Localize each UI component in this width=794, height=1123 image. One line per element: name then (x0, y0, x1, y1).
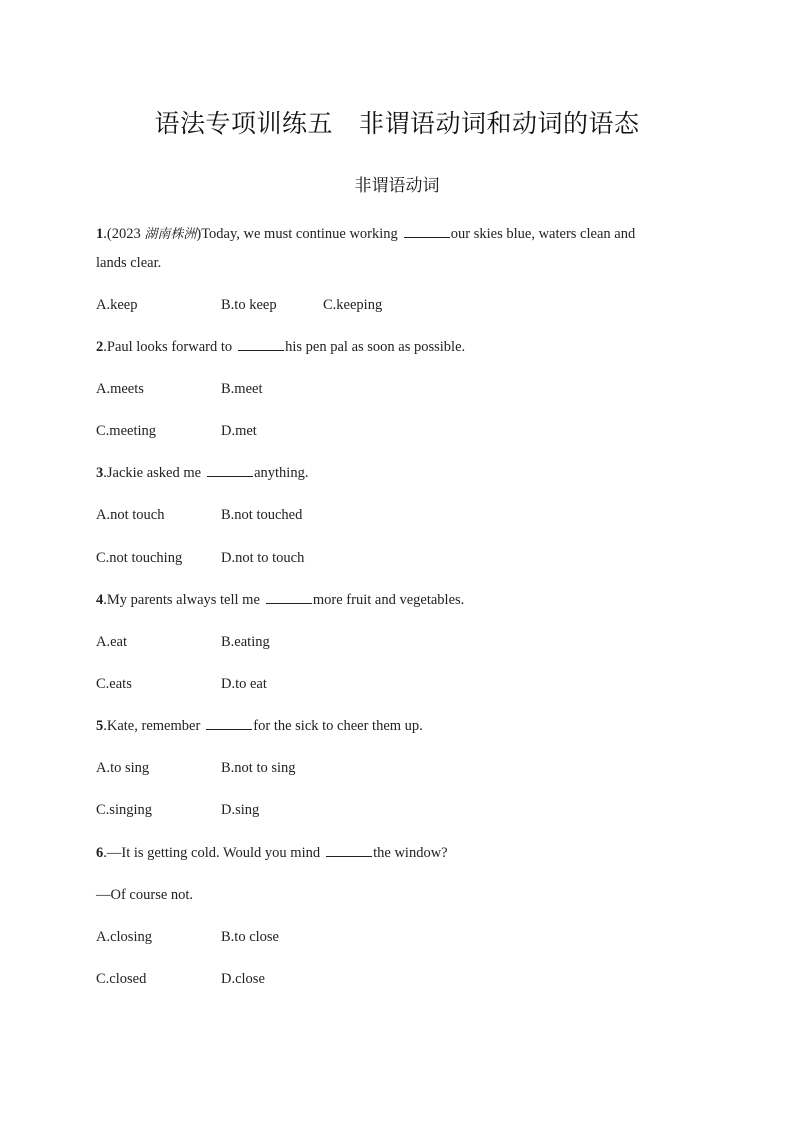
question-number: 4 (96, 592, 104, 608)
title-part-1: 语法专项训练五 (154, 109, 333, 138)
answer-blank (206, 718, 252, 730)
section-title: 非谓语动词 (354, 176, 440, 196)
question-2-stem: 2.Paul looks forward to his pen pal as soon as possible. (96, 339, 466, 355)
option-c: C.keeping (323, 297, 383, 313)
page-title (0, 104, 794, 140)
question-4-stem: 4.My parents always tell me more fruit and vegetables. (96, 592, 465, 608)
answer-blank (326, 845, 372, 857)
question-1-stem-cont: lands clear. (96, 255, 162, 271)
option-d: D.not to touch (221, 550, 305, 566)
option-a: A.eat (96, 634, 127, 650)
option-b: B.not to sing (221, 760, 296, 776)
question-number: 1 (96, 226, 104, 242)
title-part-2: 非谓语动词和动词的语态 (359, 109, 640, 138)
question-5-stem: 5.Kate, remember for the sick to cheer them up. (96, 718, 423, 734)
option-d: D.close (221, 971, 265, 987)
option-a: A.to sing (96, 760, 150, 776)
question-1-stem: 1.(2023 湖南株洲)Today, we must continue working our skies blue, waters clean and (96, 226, 636, 242)
answer-blank (404, 226, 450, 238)
question-number: 5 (96, 718, 104, 734)
option-a: A.keep (96, 297, 138, 313)
option-c: C.not touching (96, 550, 183, 566)
answer-blank (238, 339, 284, 351)
question-source: 湖南株洲 (144, 227, 197, 242)
question-6-stem: 6.—It is getting cold. Would you mind the window? (96, 845, 448, 861)
option-c: C.singing (96, 802, 152, 818)
question-number: 3 (96, 465, 104, 481)
option-c: C.closed (96, 971, 147, 987)
option-d: D.met (221, 423, 257, 439)
option-d: D.sing (221, 802, 260, 818)
option-d: D.to eat (221, 676, 267, 692)
option-c: C.meeting (96, 423, 157, 439)
option-a: A.meets (96, 381, 144, 397)
question-3-stem: 3.Jackie asked me anything. (96, 465, 309, 481)
option-b: B.to close (221, 929, 279, 945)
question-number: 6 (96, 845, 104, 861)
option-a: A.closing (96, 929, 152, 945)
option-b: B.eating (221, 634, 270, 650)
answer-blank (266, 592, 312, 604)
option-b: B.not touched (221, 507, 303, 523)
option-a: A.not touch (96, 507, 165, 523)
question-6-reply: —Of course not. (96, 887, 194, 903)
question-number: 2 (96, 339, 104, 355)
answer-blank (207, 465, 253, 477)
option-b: B.meet (221, 381, 263, 397)
option-c: C.eats (96, 676, 132, 692)
option-b: B.to keep (221, 297, 277, 313)
